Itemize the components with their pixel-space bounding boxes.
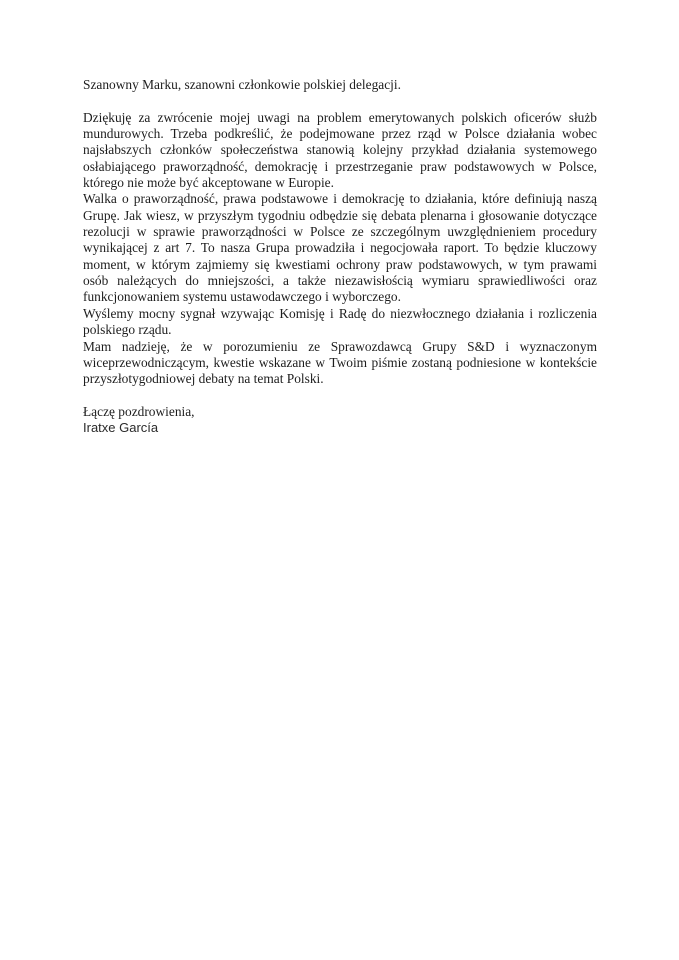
letter-greeting: Szanowny Marku, szanowni członkowie polskiej delegacji. — [83, 77, 401, 92]
letter-paragraph-4: Mam nadzieję, że w porozumieniu ze Sprawozdawcą Grupy S&D i wyznaczonym wiceprzewodniczącym, kwestie wskazane w Twoim piśmie zostaną podniesione w kontekście przyszłotygodniowej debaty na temat Polski. — [83, 338, 597, 387]
letter-paragraph-1: Dziękuję za zwrócenie mojej uwagi na problem emerytowanych polskich oficerów służb mundurowych. Trzeba podkreślić, że podejmowane przez rząd w Polsce działania wobec najsłabszych członków społeczeństwa stanowią kolejny przykład działania systemowego osłabiającego praworządność, demokrację i przestrzeganie praw podstawowych w Polsce, którego nie może być akceptowane w Europie. — [83, 109, 597, 191]
letter-paragraph-2: Walka o praworządność, prawa podstawowe i demokrację to działania, które definiują naszą Grupę. Jak wiesz, w przyszłym tygodniu odbędzie się debata plenarna i głosowanie dotyczące rezolucji w sprawie praworządności w Polsce ze szczególnym uwzględnieniem procedury wynikającej z art 7. To nasza Grupa prowadziła i negocjowała raport. To będzie kluczowy moment, w którym zajmiemy się kwestiami ochrony praw podstawowych, w tym prawami osób należących do mniejszości, a także niezawisłością wymiaru sprawiedliwości oraz funkcjonowaniem systemu ustawodawczego i wyborczego. — [83, 191, 597, 305]
letter-signature: Iratxe García — [83, 420, 159, 436]
blank-line — [83, 388, 597, 404]
letter-paragraph-3: Wyślemy mocny sygnał wzywając Komisję i Radę do niezwłocznego działania i rozliczenia polskiego rządu. — [83, 305, 597, 338]
blank-line — [83, 93, 597, 109]
letter-content — [83, 77, 597, 437]
letter-closing: Łączę pozdrowienia, — [83, 403, 195, 419]
